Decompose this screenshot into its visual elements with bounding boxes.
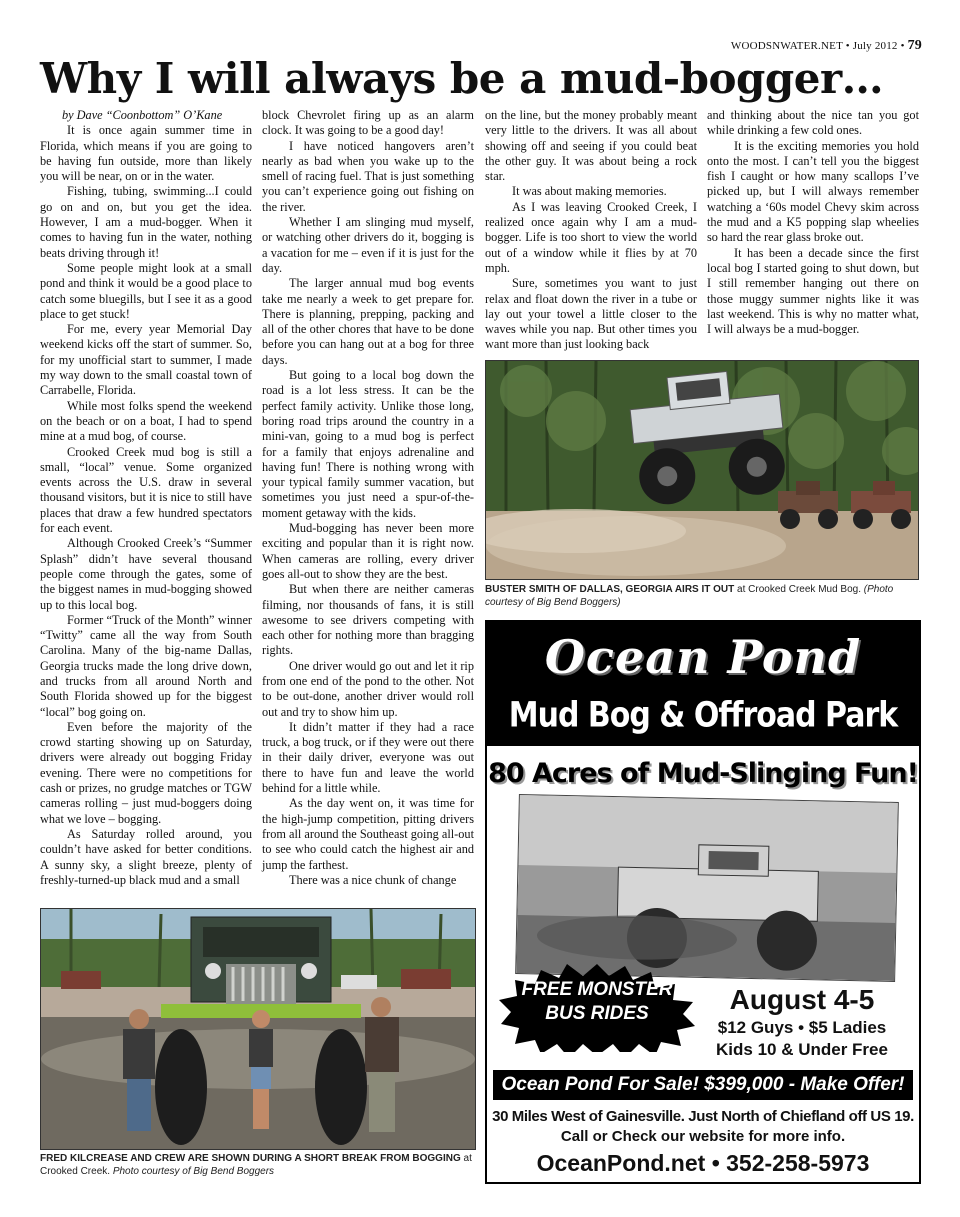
paragraph: One driver would go out and let it rip from one end of the pond to the other. Not to be out-done, another driver would roll out and try to show him up. bbox=[262, 658, 474, 719]
ad-subtitle: Mud Bog & Offroad Park bbox=[508, 695, 898, 736]
starburst-text bbox=[497, 978, 697, 1026]
photo-crew-with-truck bbox=[40, 908, 476, 1150]
paragraph: I have noticed hangovers aren’t nearly as bad when you wake up to the smell of racing fuel. That is just something you can’t experience going out fishing on the river. bbox=[262, 138, 474, 214]
ad-contact: OceanPond.net • 352-258-5973 bbox=[536, 1150, 870, 1176]
paragraph: Although Crooked Creek’s “Summer Splash” didn’t have several thousand people come through the gates, some of the biggest names in mud-bogging showed up to this local bog. bbox=[40, 536, 252, 612]
ad-tagline: 80 Acres of Mud-Slinging Fun! bbox=[488, 758, 918, 789]
paragraph: It is the exciting memories you hold onto the most. I can’t tell you the biggest fish I caught or how many scallops I’ve picked up, but I will always remember watching a ‘60s model Chevy skim across the mud and a K5 popping slap wheelies so hard the rear glass broke out. bbox=[707, 138, 919, 245]
ad-title: Ocean Pond bbox=[544, 630, 862, 684]
for-sale-banner: Ocean Pond For Sale! $399,000 - Make Offer! bbox=[493, 1070, 913, 1100]
article-column-2 bbox=[262, 108, 474, 888]
paragraph: Some people might look at a small pond and think it would be a good place to catch some bluegills, but I see it as a good place to get stuck! bbox=[40, 260, 252, 321]
site-name: WOODSNWATER.NET bbox=[730, 40, 843, 52]
caption-lead: FRED KILCREASE AND CREW ARE SHOWN DURING A SHORT BREAK FROM BOGGING bbox=[40, 1153, 461, 1164]
header-separator: • bbox=[842, 40, 853, 52]
paragraph: But going to a local bog down the road is a lot less stress. It can be the perfect family activity. Unlike those long, boring road trips around the country in a mini-van, going to a mud bog is perfect for a family that enjoys adrenaline and having fun! There is nothing wrong with your typical family summer vacation, but sometimes you just need a spur-of-the-moment getaway with the kids. bbox=[262, 368, 474, 520]
event-date: August 4-5 bbox=[729, 984, 875, 1015]
paragraph: Sure, sometimes you want to just relax and float down the river in a tube or lay out your towel a little closer to the waves while you nap. But other times you want more than just looking back bbox=[485, 276, 697, 352]
jumping-truck-image bbox=[486, 361, 918, 579]
caption-credit: (Photo courtesy of Big Bend Boggers) bbox=[485, 584, 894, 608]
caption-text: at Crooked Creek. bbox=[40, 1153, 472, 1177]
header-separator: • bbox=[897, 40, 908, 52]
article-column-3 bbox=[485, 108, 697, 353]
starburst-line-2: BUS RIDES bbox=[545, 1003, 649, 1024]
byline: by Dave “Coonbottom” O’Kane bbox=[62, 108, 223, 122]
caption-lead: BUSTER SMITH OF DALLAS, GEORGIA AIRS IT OUT bbox=[485, 584, 735, 595]
kids-price: Kids 10 & Under Free bbox=[716, 1040, 888, 1059]
ad-location: 30 Miles West of Gainesville. Just North of Chiefland off US 19. bbox=[492, 1108, 914, 1125]
paragraph: As the day went on, it was time for the high-jump competition, pitting drivers from all around the Southeast going all-out to see who could catch the highest air and jump the farthest. bbox=[262, 796, 474, 872]
photo1-caption bbox=[485, 583, 920, 609]
paragraph: While most folks spend the weekend on the beach or on a boat, I had to spend mine at a mud bog, of course. bbox=[40, 398, 252, 444]
paragraph: It was about making memories. bbox=[512, 184, 667, 199]
caption-text: at Crooked Creek Mud Bog. bbox=[734, 584, 864, 595]
paragraph: on the line, but the money probably meant very little to the drivers. It was all about showing off and seeing if you could beat the other guy. It was about being a rock star. bbox=[485, 108, 697, 184]
ad-truck-photo bbox=[515, 794, 899, 982]
paragraph: It is once again summer time in Florida, which means if you are going to be having fun outside, more than likely you will be near, on or in the water. bbox=[40, 123, 252, 184]
paragraph: Whether I am slinging mud myself, or watching other drivers do it, bogging is a vacation for me – even if it is just for the day. bbox=[262, 215, 474, 275]
paragraph: As I was leaving Crooked Creek, I realized once again why I am a mud-bogger. Life is too short to view the world out of a window while it flies by at 70 mph. bbox=[485, 199, 697, 275]
crew-truck-image bbox=[41, 909, 475, 1149]
ocean-pond-advertisement bbox=[485, 620, 921, 1184]
paragraph: Even before the majority of the crowd starting showing up on Saturday, drivers were already out bogging Friday evening. There were no competitions for cash or prizes, no grudge matches or TGW cameras rolling – just mud-boggers doing what we love – bogging. bbox=[40, 719, 252, 826]
page-header bbox=[731, 38, 922, 54]
paragraph: Crooked Creek mud bog is still a small, “local” venue. Some organized events across the U.S. draw in several thousand visitors, but it is nice to still have places that draw a few hundred spectators for each event. bbox=[40, 444, 252, 536]
paragraph: Former “Truck of the Month” winner “Twitty” came all the way from South Carolina. Many of the big-name Dallas, Georgia trucks made the long drive down, and trucks from all around North and South Florida showed up for the biggest “local” bog going on. bbox=[40, 612, 252, 719]
starburst-line-1: FREE MONSTER bbox=[521, 979, 673, 1000]
article-column-4 bbox=[707, 108, 919, 337]
page-number: 79 bbox=[907, 38, 922, 53]
ticket-prices: $12 Guys • $5 Ladies bbox=[717, 1018, 887, 1037]
paragraph: But when there are neither cameras filming, nor thousands of fans, it is still awesome to see drivers competing with each other for nothing more than bragging rights. bbox=[262, 582, 474, 658]
paragraph: block Chevrolet firing up as an alarm clock. It was going to be a good day! bbox=[262, 108, 474, 138]
paragraph: There was a nice chunk of change bbox=[289, 872, 457, 887]
paragraph: and thinking about the nice tan you got while drinking a few cold ones. bbox=[707, 108, 919, 138]
paragraph: It has been a decade since the first local bog I started going to shut down, but I still remember hanging out there on those muggy summer nights like it was last weekend. This is why no matter what, I will always be a mud-bogger. bbox=[707, 245, 919, 337]
issue-date: July 2012 bbox=[852, 40, 898, 52]
caption-credit: Photo courtesy of Big Bend Boggers bbox=[112, 1166, 275, 1177]
photo-jumping-truck bbox=[485, 360, 919, 580]
headline: Why I will always be a mud-bogger… bbox=[40, 54, 884, 103]
paragraph: It didn’t matter if they had a race truck, a bog truck, or if they were out there in their daily driver, everyone was out there to have fun and leave the world behind for a little while. bbox=[262, 719, 474, 796]
paragraph: Fishing, tubing, swimming...I could go on and on, but you get the idea. However, I am a mud-bogger. When it comes to having fun in the water, nothing beats driving through it! bbox=[40, 184, 252, 260]
article-column-1 bbox=[40, 108, 252, 888]
ad-call-to-action: Call or Check our website for more info. bbox=[560, 1128, 846, 1145]
ad-truck-image bbox=[516, 795, 898, 981]
paragraph: As Saturday rolled around, you couldn’t have asked for better conditions. A sunny sky, a slight breeze, plenty of freshly-turned-up black mud and a small bbox=[40, 826, 252, 887]
photo2-caption bbox=[40, 1152, 476, 1178]
paragraph: For me, every year Memorial Day weekend kicks off the start of summer. So, for my unofficial start to summer, I made my way down to the small coastal town of Carrabelle, Florida. bbox=[40, 322, 252, 398]
paragraph: The larger annual mud bog events take me nearly a week to get prepare for. There is planning, prepping, packing and all of the other chores that have to be done before you can hang out at a bog for three days. bbox=[262, 276, 474, 367]
paragraph: Mud-bogging has never been more exciting and popular than it is right now. When cameras are rolling, every driver goes all-out to show they are the best. bbox=[262, 521, 474, 581]
